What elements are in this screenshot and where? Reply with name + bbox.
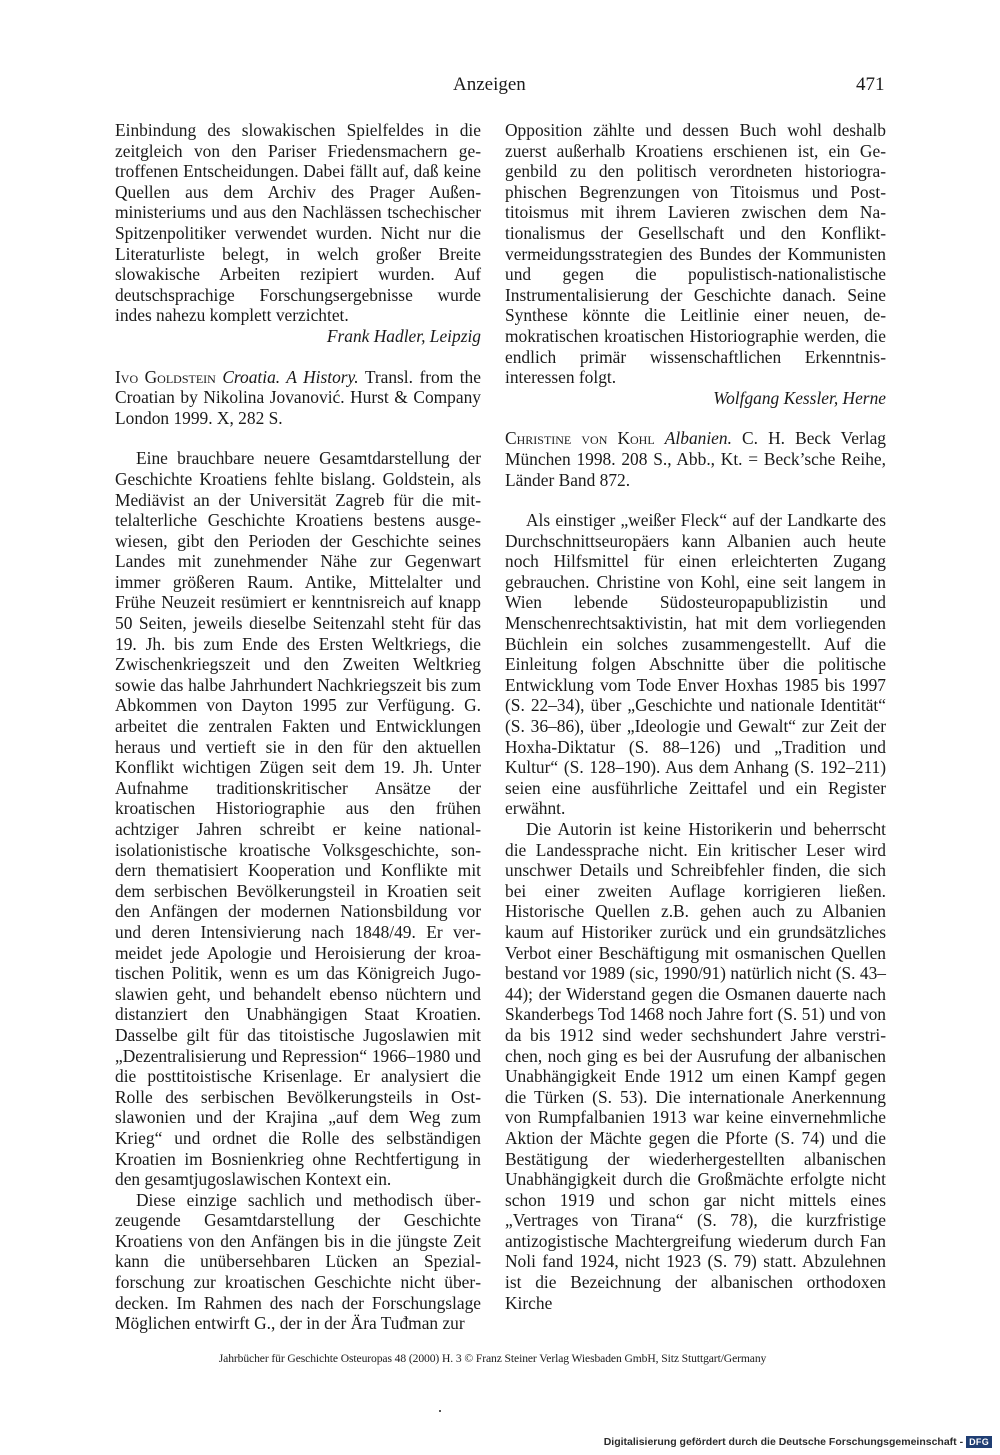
- book-author: Christine von Kohl: [505, 428, 655, 449]
- book-author: Ivo Goldstein: [115, 366, 216, 387]
- book-citation: [505, 428, 886, 490]
- dfg-logo-icon: DFG: [966, 1436, 992, 1448]
- right-continuation-text: Opposition zählte und dessen Buch wohl deshalb zuerst außerhalb Kroatiens erschienen ist, ein Gegenbild zu den politisch verordneten historiographischen Begrenzungen von Titoismus und Posttitoismus mit ihrem Lavieren zwischen dem Nationalismus der Gesellschaft und den Konfliktvermeidungsstrategien des Bundes der Kommunisten und gegen die populistisch-nationalistische Instrumentalisierung der Geschichte danach. Seine Synthese könnte die Leitlinie einer neuen, demokratischen kroatischen Historiographie werden, die endlich primär wissenschaftlichen Erkenntnisinteressen folgt.: [505, 120, 886, 388]
- right-column: [505, 120, 886, 1313]
- journal-footer: [0, 1352, 1000, 1365]
- page-number: 471: [856, 74, 885, 95]
- reviewer-signature: Wolfgang Kessler, Herne: [713, 387, 886, 408]
- book-title: Albanien.: [664, 428, 732, 449]
- reviewer-signature: Frank Hadler, Leipzig: [326, 325, 481, 346]
- digitization-banner: [604, 1436, 992, 1448]
- review-paragraph: Diese einzige sachlich und methodisch überzeugende Gesamtdarstellung der Geschichte Kroatiens von den Anfängen bis in die jüngste Zeit kann die unübersehbaren Lücken an Spezialforschung zur kroatischen Geschichte nicht überdecken. Im Rahmen des nach der Forschungslage Möglichen entwirft G., der in der Ära Tuđman zur: [115, 1189, 481, 1334]
- book-citation: [115, 367, 481, 429]
- left-column: [115, 120, 481, 1334]
- running-title: Anzeigen: [453, 74, 526, 95]
- left-continuation-text: Einbindung des slowakischen Spielfeldes in die zeitgleich von den Pariser Friedensmachern getroffenen Entscheidungen. Dabei fällt auf, daß keine Quellen aus dem Archiv des Prager Außenministeriums und aus den Nachlässen tschechischer Spitzenpolitiker verwendet wurden. Nicht nur die Literaturliste belegt, in welch großer Breite slowakische Arbeiten rezipiert wurden. Auf deutschsprachige Forschungsergebnisse wurde indes nahezu komplett verzichtet.: [115, 120, 481, 326]
- book-details: Transl. from the Croatian by Nikolina Jovanović. Hurst & Company London 1999. X, 282 S.: [115, 366, 481, 428]
- journal-line: Jahrbücher für Geschichte Osteuropas 48 (2000) H. 3 © Franz Steiner Verlag Wiesbaden GmbH, Sitz Stuttgart/Germany: [218, 1352, 767, 1365]
- page-header: [0, 74, 1000, 98]
- book-details: C. H. Beck Verlag München 1998. 208 S., Abb., Kt. = Beck’sche Reihe, Länder Band 872.: [505, 428, 886, 490]
- book-title: Croatia. A History.: [222, 366, 359, 387]
- digitization-text: Digitalisierung gefördert durch die Deutsche Forschungsgemeinschaft -: [603, 1436, 964, 1448]
- review-paragraph: Eine brauchbare neuere Gesamtdarstellung der Geschichte Kroatiens fehlte bislang. Goldstein, als Mediävist an der Universität Zagreb für die mittelalterliche Geschichte Kroatiens bestens ausgewiesen, gibt den Perioden der Geschichte seines Landes mit zunehmender Nähe zur Gegenwart immer größeren Raum. Antike, Mittelalter und Frühe Neuzeit resümiert er kenntnisreich auf knapp 50 Seiten, jeweils dieselbe Seitenzahl steht für das 19. Jh. bis zum Ende des Ersten Weltkriegs, die Zwischenkriegszeit und den Zweiten Weltkrieg sowie das halbe Jahrhundert Nachkriegszeit bis zum Abkommen von Dayton 1995 zur Verfügung. G. arbeitet die zentralen Fakten und Entwicklungen heraus und vertieft sie in den für den aktuellen Konflikt wichtigen Zügen seit dem 19. Jh. Unter Aufnahme traditionskritischer Ansätze der kroatischen Historiographie aus den frühen achtziger Jahren schreibt er keine nationalisolationistische kroatische Volksgeschichte, sondern thematisiert Kooperation und Konflikte mit dem serbischen Bevölkerungsteil in Kroatien seit den Anfängen der modernen Nationsbildung vor und deren Intensivierung nach 1848/49. Er vermeidet jede Apologie und Heroisierung der kroatischen Politik, wenn es um das Königreich Jugoslawien geht, und behandelt ebenso nüchtern und distanziert den Unabhängigen Staat Kroatien. Dasselbe gilt für das titoistische Jugoslawien mit „Dezentralisierung und Repression“ 1966–1980 und die posttitoistische Krisenlage. Er analysiert die Rolle des serbischen Bevölkerungsteils in Ostslawonien und der Krajina „auf dem Weg zum Krieg“ und ordnet die Rolle des selbständigen Kroatien im Bosnienkrieg ohne Rechtfertigung in den gesamtjugoslawischen Kontext ein.: [115, 448, 481, 1190]
- review-paragraph: Als einstiger „weißer Fleck“ auf der Landkarte des Durchschnittseuropäers kann Albanien auch heute noch Hilfsmittel für einen erleichterten Zugang gebrauchen. Christine von Kohl, eine seit langem in Wien lebende Südosteuropapublizistin und Menschenrechtsaktivistin, hat mit dem vorliegenden Büchlein ein solches zusammengestellt. Auf die Einleitung folgen Abschnitte über die politische Entwicklung vom Tode Enver Hoxhas 1985 bis 1997 (S. 22–34), über „Geschichte und nationale Identität“ (S. 36–86), über „Ideologie und Gewalt“ zur Zeit der Hoxha-Diktatur (S. 88–126) und „Tradition und Kultur“ (S. 128–190). Aus dem Anhang (S. 192–211) seien eine ausführliche Zeittafel und ein Register erwähnt.: [505, 510, 886, 819]
- review-paragraph: Die Autorin ist keine Historikerin und beherrscht die Landessprache nicht. Ein kritischer Leser wird unschwer Details und Schreibfehler finden, die sich bei einer zweiten Auflage korrigieren ließen. Historische Quellen z.B. gehen auch zu Albanien kaum auf Historiker zurück und ein grundsätzliches Verbot einer Beschäftigung mit osmanischen Quellen bestand vor 1989 (sic, 1990/91) natürlich nicht (S. 43–44); der Widerstand gegen die Osmanen dauerte nach Skanderbegs Tod 1468 noch Jahre fort (S. 51) und von da bis 1912 sind weder sechshundert Jahre verstrichen, noch ging es bei der Ausrufung der albanischen Unabhängigkeit Ende 1912 um einen Kampf gegen die Türken (S. 53). Die internationale Anerkennung von Rumpfalbanien 1913 war keine einvernehmliche Aktion der Mächte gegen die Pforte (S. 74) und die Bestätigung der wiederhergestellten albanischen Unabhängigkeit durch die Großmächte erfolgte nicht schon 1919 und schon gar nicht mittels eines „Vertrages von Tirana“ (S. 78), die kurzfristige antizogistische Machtergreifung wiederum durch Fan Noli fand 1924, nicht 1923 (S. 79) statt. Abzulehnen ist die Bezeichnung der albanischen orthodoxen Kirche: [505, 819, 886, 1313]
- scan-dot: [439, 1410, 441, 1412]
